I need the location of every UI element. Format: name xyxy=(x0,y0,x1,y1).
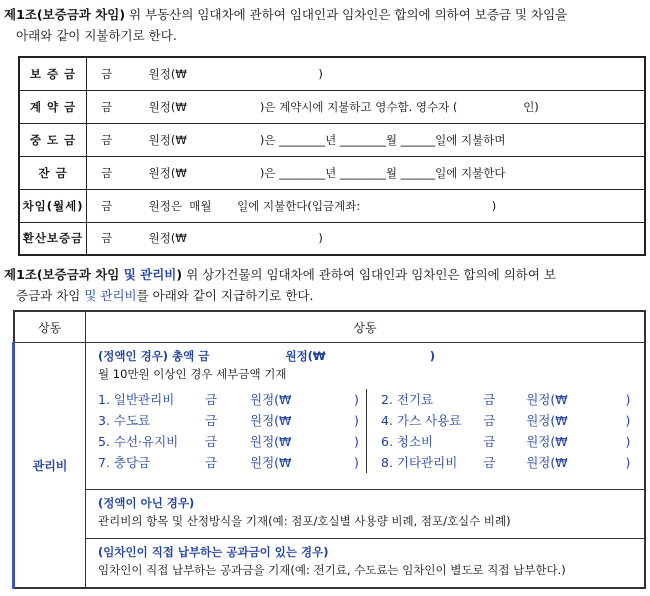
fixed-note: 월 10만원 이상인 경우 세부금액 기재 xyxy=(98,367,287,381)
fee-item[interactable]: 4. 가스 사용료 금 원정(₩ ) xyxy=(381,413,631,428)
row-value[interactable]: 금 원정(₩ )은 ________년 ________월 ______일에 지불한다 xyxy=(87,156,646,189)
not-fixed-section xyxy=(86,490,646,539)
payment-table xyxy=(18,56,646,256)
public-charges-section xyxy=(86,539,646,589)
row-label: 환산보증금 xyxy=(19,222,87,255)
table-row xyxy=(19,57,645,90)
article2-text2a: 증금과 차임 xyxy=(16,288,81,303)
management-fee-table xyxy=(12,310,646,589)
header-right: 상동 xyxy=(86,311,646,343)
not-fixed-text[interactable]: 관리비의 항목 및 산정방식을 기재(예: 점포/호실별 사용량 비례, 점포/호실수 비례) xyxy=(98,514,511,528)
row-value[interactable]: 금 원정(₩ )은 계약시에 지불하고 영수함. 영수자 ( 인) xyxy=(87,90,646,123)
fee-row-public xyxy=(14,539,646,589)
article2-text2b: 및 관리비 xyxy=(80,288,137,303)
header-left: 상동 xyxy=(14,311,86,343)
row-label: 보 증 금 xyxy=(19,57,87,90)
row-label: 중 도 금 xyxy=(19,123,87,156)
fee-items-left xyxy=(98,389,366,473)
fee-item[interactable]: 2. 전기료 금 원정(₩ ) xyxy=(381,392,631,407)
management-fee-label: 관리비 xyxy=(14,343,86,589)
fee-items-grid xyxy=(98,389,644,473)
fee-items-right xyxy=(366,389,637,473)
fee-item[interactable]: 3. 수도료 금 원정(₩ ) xyxy=(98,413,359,428)
table-row xyxy=(19,90,645,123)
row-label: 계 약 금 xyxy=(19,90,87,123)
article2-text-line1: 위 상가건물의 임대차에 관하여 임대인과 임차인은 합의에 의하여 보 xyxy=(182,267,556,282)
fee-item[interactable]: 8. 기타관리비 금 원정(₩ ) xyxy=(381,455,631,470)
row-value[interactable]: 금 원정은 매월 일에 지불한다(입금계좌: ) xyxy=(87,189,646,222)
table-row xyxy=(19,222,645,255)
table-row xyxy=(19,123,645,156)
row-value[interactable]: 금 원정(₩ ) xyxy=(87,57,646,90)
row-label: 잔 금 xyxy=(19,156,87,189)
article2-heading-a: 제1조(보증금과 차임 xyxy=(4,267,120,282)
fee-item[interactable]: 7. 충당금 금 원정(₩ ) xyxy=(98,455,359,470)
row-value[interactable]: 금 원정(₩ )은 ________년 ________월 ______일에 지불하며 xyxy=(87,123,646,156)
article2-paragraph xyxy=(4,264,646,306)
article1-heading: 제1조(보증금과 차임) xyxy=(4,7,126,22)
public-text[interactable]: 임차인이 직접 납부하는 공과금을 기재(예: 전기료, 수도료는 임차인이 별도로 직접 납부한다.) xyxy=(98,563,566,577)
article2-heading-c: ) xyxy=(176,267,183,282)
fixed-title: (정액인 경우) 총액 금 원정(₩ ) xyxy=(98,349,435,363)
article2-heading-b: 및 관리비 xyxy=(119,267,177,282)
table-row xyxy=(19,156,645,189)
fee-item[interactable]: 5. 수선·유지비 금 원정(₩ ) xyxy=(98,434,359,449)
table-header-row xyxy=(14,311,646,343)
article1-text-line1: 위 부동산의 임대차에 관하여 임대인과 임차인은 합의에 의하여 보증금 및 차임을 xyxy=(125,7,568,22)
article1-paragraph xyxy=(4,4,646,46)
fee-item[interactable]: 6. 청소비 금 원정(₩ ) xyxy=(381,434,631,449)
fee-row-not-fixed xyxy=(14,490,646,539)
fee-item[interactable]: 1. 일반관리비 금 원정(₩ ) xyxy=(98,392,359,407)
fee-row-fixed xyxy=(14,343,646,490)
article1-text-line2: 아래와 같이 지불하기로 한다. xyxy=(16,28,177,43)
row-value[interactable]: 금 원정(₩ ) xyxy=(87,222,646,255)
article2-text2c: 를 아래와 같이 지급하기로 한다. xyxy=(136,288,314,303)
public-title: (임차인이 직접 납부하는 공과금이 있는 경우) xyxy=(98,545,329,559)
fixed-section xyxy=(86,343,646,490)
row-label: 차임(월세) xyxy=(19,189,87,222)
table-row xyxy=(19,189,645,222)
not-fixed-title: (정액이 아닌 경우) xyxy=(98,496,195,510)
